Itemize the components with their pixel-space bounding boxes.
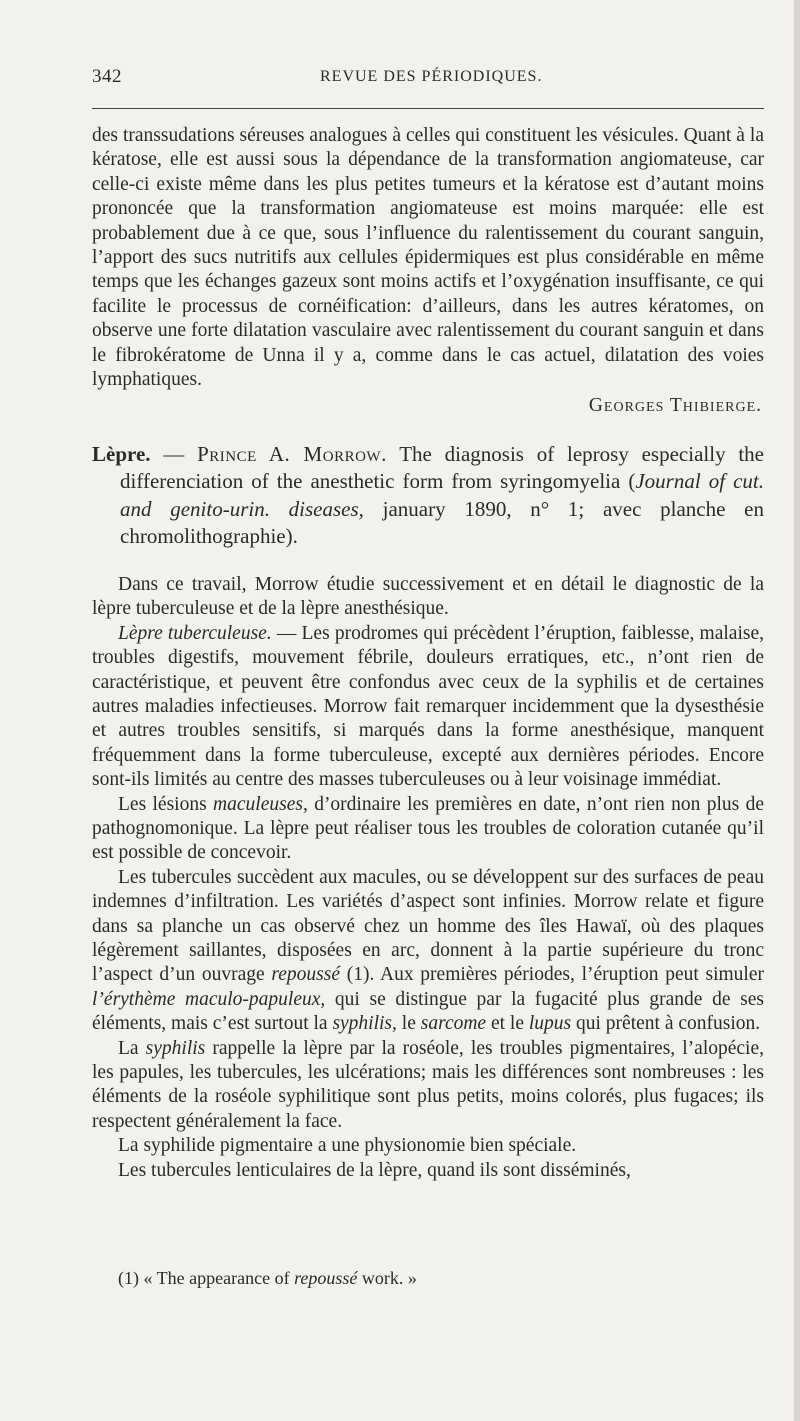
paragraph-tubercules <box>92 866 764 1037</box>
paragraph-lepre-tuberculeuse <box>92 622 764 793</box>
emphasis-text: syphilis, <box>332 1013 397 1035</box>
emphasis-text: maculeuses, <box>213 793 308 815</box>
paragraph-syphilide: La syphilide pigmentaire a une physionomie bien spéciale. <box>118 1135 577 1157</box>
article-heading <box>92 441 764 551</box>
emphasis-text: sarcome <box>420 1013 487 1035</box>
paragraph-syphilis <box>92 1037 764 1135</box>
page-number: 342 <box>92 66 122 87</box>
article-author: Prince A. Morrow. <box>197 441 387 466</box>
paragraph-text: La <box>118 1037 146 1059</box>
footnote-text: « The appearance of <box>139 1268 295 1288</box>
paragraph-text: et le <box>486 1013 529 1035</box>
emphasis-text: syphilis <box>145 1037 206 1059</box>
emphasis-text: l’érythème maculo-papuleux, <box>92 988 326 1010</box>
paragraph-text: Les lésions <box>118 793 214 815</box>
header-rule <box>92 108 764 109</box>
journal-name: Journal of cut. and genito-urin. diseases, <box>120 469 764 521</box>
paragraph-text: qui se distingue par la fugacité plus grande de ses éléments, mais c’est surtout la <box>92 988 764 1035</box>
paragraph-text: — Les prodromes qui précèdent l’éruption, faiblesse, malaise, troubles digestifs, mouvement fébrile, douleurs erratiques, etc., n’ont rien de caractéristique, et peuvent être confondus avec ceux de la syphilis et de certaines autres maladies infectieuses. Morrow fait remarquer incidemment que la dysesthésie et autres troubles sensitifs, si marqués dans la forme anesthésique, manquent fréquemment dans la forme tuberculeuse, excepté aux dernières périodes. Encore sont-ils limités au centre des masses tuberculeuses ou à leur voisinage immédiat. <box>92 622 764 791</box>
paragraph-intro: Dans ce travail, Morrow étudie successivement et en détail le diagnostic de la lèpre tuberculeuse et de la lèpre anesthésique. <box>92 573 764 620</box>
paragraph-text: (1). Aux premières périodes, l’éruption peut simuler <box>339 964 764 986</box>
page-edge <box>794 0 800 1421</box>
footnote-text: work. » <box>357 1268 417 1288</box>
footnote-emphasis: repoussé <box>294 1268 358 1288</box>
emphasis-text: lupus <box>528 1013 572 1035</box>
article-topic: Lèpre. <box>92 441 151 466</box>
paragraph-lenticulaires: Les tubercules lenticulaires de la lèpre, quand ils sont disséminés, <box>118 1159 631 1181</box>
article-dash: — <box>150 441 198 466</box>
paragraph-text: rappelle la lèpre par la roséole, les troubles pigmentaires, l’alopécie, les papules, les tubercules, les ulcérations; mais les différences sont nombreuses : les éléments de la roséole syphilitique sont plus petits, moins colorés, plus fugaces; ils respectent généralement la face. <box>92 1037 764 1132</box>
paragraph-text: qui prêtent à confusion. <box>571 1013 761 1035</box>
author-signature: Georges Thibierge. <box>588 395 762 417</box>
paragraph-maculeuses <box>92 793 764 866</box>
running-title: REVUE DES PÉRIODIQUES. <box>320 68 543 85</box>
section-label: Lèpre tuberculeuse. <box>118 622 272 644</box>
body-text <box>92 124 764 1183</box>
footnote <box>118 1268 417 1289</box>
article-title: The diagnosis of leprosy especially the differenciation of the anesthetic form from syringomyelia ( <box>120 441 764 494</box>
article-citation: january 1890, n° 1; avec planche en chromolithographie). <box>120 496 764 549</box>
paragraph-continuation: des transsudations séreuses analogues à celles qui constituent les vésicules. Quant à la kératose, elle est aussi sous la dépendance de la transformation angiomateuse, car celle-ci existe même dans les plus petites tumeurs et la kératose est d’autant moins prononcée que la transformation angiomateuse est moins marquée: elle est probablement due à ce que, sous l’influence du ralentissement du courant sanguin, l’apport des sucs nutritifs aux cellules épidermiques est plus considérable en même temps que les échanges gazeux sont moins actifs et l’oxygénation insuffisante, ce qui facilite le processus de cornéification: d’ailleurs, dans les autres kératomes, on observe une forte dilatation vasculaire avec ralentissement du courant sanguin et dans le fibrokératome de Unna il y a, comme dans le cas actuel, dilatation des voies lymphatiques. <box>92 125 764 391</box>
footnote-marker: (1) <box>118 1268 139 1288</box>
page-header <box>92 66 764 92</box>
paragraph-text: d’ordinaire les premières en date, n’ont rien non plus de pathognomonique. La lèpre peut réaliser tous les troubles de coloration cutanée qu’il est possible de concevoir. <box>92 793 764 864</box>
paragraph-text: Les tubercules succèdent aux macules, ou se développent sur des surfaces de peau indemnes d’infiltration. Les variétés d’aspect sont infinies. Morrow relate et figure dans sa planche un cas observé chez un homme des îles Hawaï, où des plaques légèrement saillantes, disposées en arc, donnent à la partie supérieure du tronc l’aspect d’un ouvrage <box>92 866 764 986</box>
emphasis-text: repoussé <box>271 964 340 986</box>
paragraph-text: le <box>396 1013 421 1035</box>
